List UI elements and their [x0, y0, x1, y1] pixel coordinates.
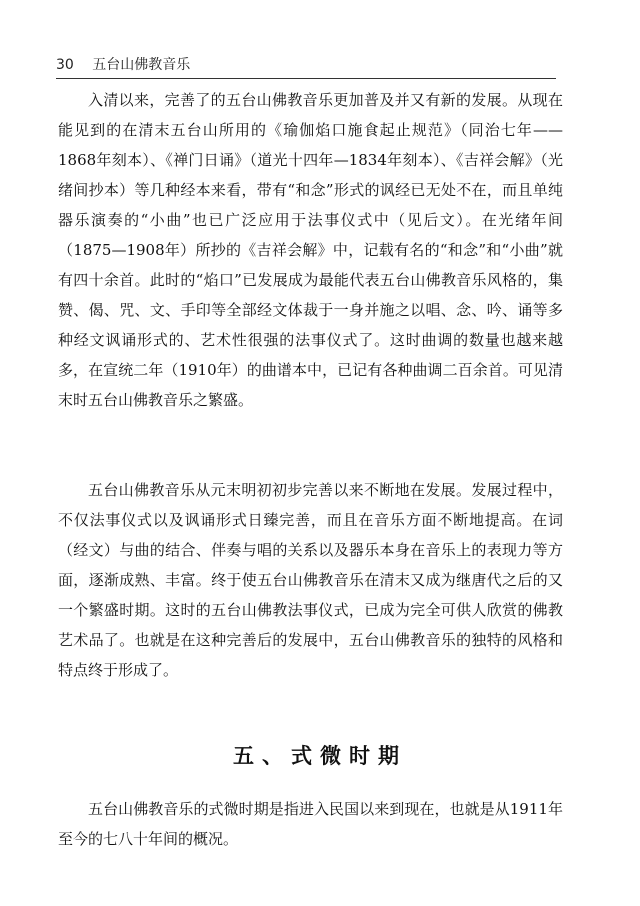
- body-text-block-2: [58, 475, 563, 685]
- section-heading: 五、式微时期: [233, 744, 407, 768]
- paragraph-3: 五台山佛教音乐的式微时期是指进入民国以来到现在，也就是从1911年至今的七八十年间的概况。: [58, 800, 563, 848]
- running-header: [56, 52, 556, 79]
- paragraph-1: 入清以来，完善了的五台山佛教音乐更加普及并又有新的发展。从现在能见到的在清末五台山所用的《瑜伽焰口施食起止规范》（同治七年——1868年刻本）、《禅门日诵》（道光十四年—1834年刻本）、《吉祥会解》（光绪间抄本）等几种经本来看，带有“和念”形式的讽经已无处不在，而且单纯器乐演奏的“小曲”也已广泛应用于法事仪式中（见后文）。在光绪年间（1875—1908年）所抄的《吉祥会解》中，记载有名的“和念”和“小曲”就有四十余首。此时的“焰口”已发展成为最能代表五台山佛教音乐风格的，集赞、偈、咒、文、手印等全部经文体裁于一身并施之以唱、念、吟、诵等多种经文讽诵形式的、艺术性很强的法事仪式了。这时曲调的数量也越来越多，在宣统二年（1910年）的曲谱本中，已记有各种曲调二百余首。可见清末时五台山佛教音乐之繁盛。: [58, 91, 563, 409]
- running-title: 五台山佛教音乐: [92, 57, 191, 73]
- body-text-block-3: [58, 794, 563, 854]
- page-number: 30: [56, 57, 74, 73]
- body-text-block-1: [58, 85, 563, 415]
- paragraph-2: 五台山佛教音乐从元末明初初步完善以来不断地在发展。发展过程中，不仅法事仪式以及讽诵形式日臻完善，而且在音乐方面不断地提高。在词（经文）与曲的结合、伴奏与唱的关系以及器乐本身在音乐上的表现力等方面，逐渐成熟、丰富。终于使五台山佛教音乐在清末又成为继唐代之后的又一个繁盛时期。这时的五台山佛教法事仪式，已成为完全可供人欣赏的佛教艺术品了。也就是在这种完善后的发展中，五台山佛教音乐的独特的风格和特点终于形成了。: [58, 481, 563, 679]
